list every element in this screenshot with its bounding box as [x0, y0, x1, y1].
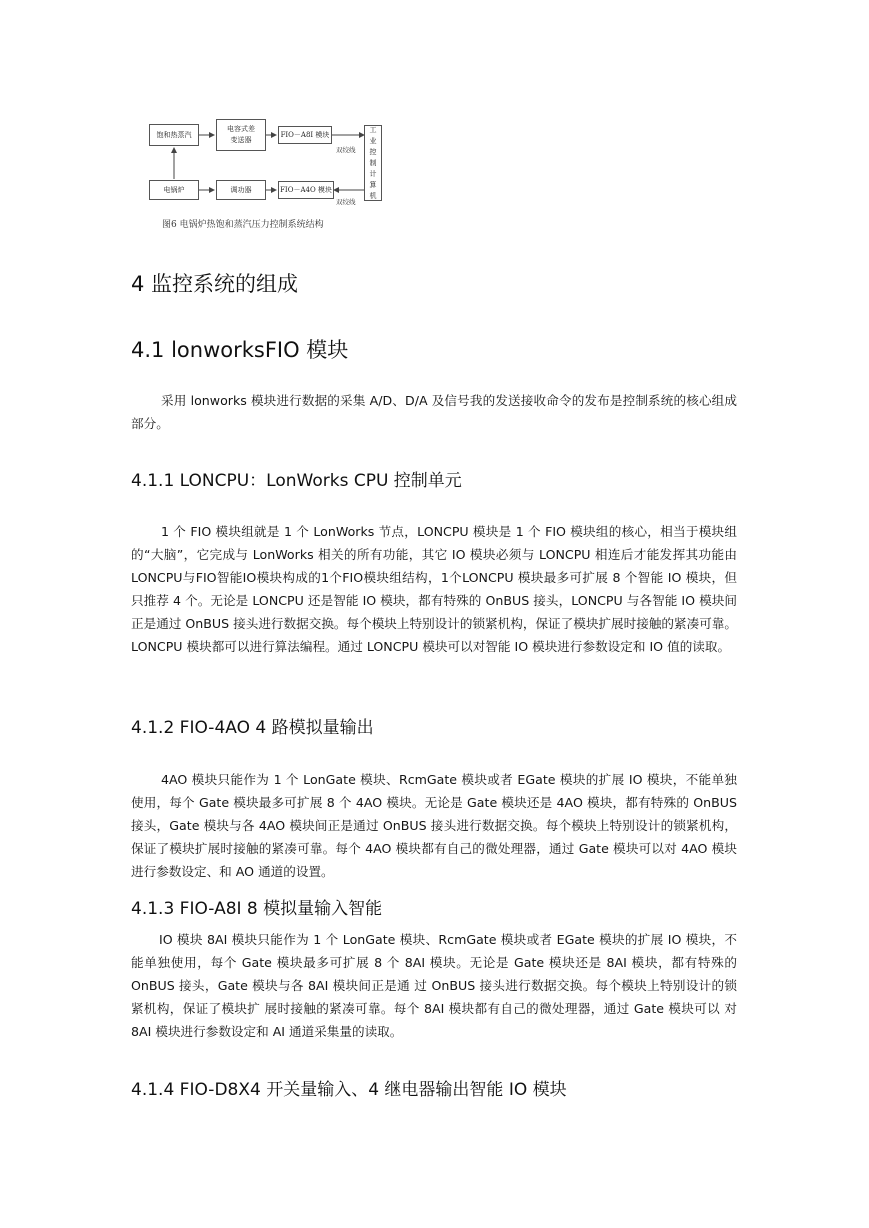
- paragraph-4-1-3: IO 模块 8AI 模块只能作为 1 个 LonGate 模块、RcmGate 模块或者 EGate 模块的扩展 IO 模块，不能单独使用，每个 Gate 模块最多可扩展 8 个 8AI 模块。无论是 Gate 模块还是 8AI 模块，都有特殊的 OnBUS 接头，Gate 模块与各 8AI 模块间正是通 过 OnBUS 接头进行数据交换。每个模块上特别设计的锁紧机构，保证了模块扩 展时接触的紧凑可靠。每个 8AI 模块都有自己的微处理器，通过 Gate 模块可以 对 8AI 模块进行参数设定和 AI 通道采集量的读取。: [131, 932, 737, 1039]
- figure-6-diagram: [140, 115, 400, 235]
- paragraph-4-1-1: 1 个 FIO 模块组就是 1 个 LonWorks 节点，LONCPU 模块是 1 个 FIO 模块组的核心，相当于模块组的“大脑”，它完成与 LonWorks 相关的所有功能，其它 IO 模块必须与 LONCPU 相连后才能发挥其功能由LONCPU与FIO智能IO模块构成的1个FIO模块组结构，1个LONCPU 模块最多可扩展 8 个智能 IO 模块，但只推荐 4 个。无论是 LONCPU 还是智能 IO 模块，都有特殊的 OnBUS 接头，LONCPU 与各智能 IO 模块间正是通过 OnBUS 接头进行数据交换。每个模块上特别设计的锁紧机构，保证了模块扩展时接触的紧凑可靠。LONCPU 模块都可以进行算法编程。通过 LONCPU 模块可以对智能 IO 模块进行参数设定和 IO 值的读取。: [131, 524, 737, 654]
- figure-caption: 图6 电锅炉热饱和蒸汽压力控制系统结构: [162, 220, 324, 230]
- heading-4-1-2: 4.1.2 FIO-4AO 4 路模拟量输出: [131, 718, 374, 738]
- label-twisted-pair-bottom: 双绞线: [336, 198, 356, 206]
- heading-4: 4 监控系统的组成: [131, 272, 299, 296]
- heading-4-1: 4.1 lonworksFIO 模块: [131, 338, 349, 362]
- box-fio-a8i: [278, 126, 332, 144]
- box-power-regulator: [216, 180, 266, 200]
- box-electric-boiler: [149, 180, 199, 200]
- computer-char-5: 算: [369, 180, 377, 189]
- box-transmitter: [216, 119, 266, 151]
- computer-char-2: 控: [369, 147, 377, 156]
- box-fio-a8i-label: FIO－A8I 模块: [280, 130, 330, 139]
- label-twisted-pair-top: 双绞线: [336, 146, 356, 154]
- box-saturated-steam-label: 饱和热蒸汽: [156, 130, 192, 139]
- computer-char-4: 计: [369, 169, 377, 178]
- box-fio-a4o: [278, 181, 334, 199]
- heading-4-1-1: 4.1.1 LONCPU：LonWorks CPU 控制单元: [131, 471, 462, 491]
- computer-char-0: 工: [369, 125, 377, 134]
- box-fio-a4o-label: FIO－A4O 模块: [280, 185, 332, 194]
- box-power-regulator-label: 调功器: [230, 185, 252, 194]
- box-transmitter-line1: 电容式差: [227, 125, 255, 133]
- box-industrial-computer: [364, 125, 382, 201]
- heading-4-1-4: 4.1.4 FIO-D8X4 开关量输入、4 继电器输出智能 IO 模块: [131, 1080, 567, 1100]
- computer-char-6: 机: [369, 191, 377, 200]
- box-transmitter-line2: 变送器: [230, 136, 252, 144]
- box-saturated-steam: [149, 124, 199, 146]
- computer-char-3: 制: [369, 158, 377, 167]
- paragraph-4-1-2: 4AO 模块只能作为 1 个 LonGate 模块、RcmGate 模块或者 EGate 模块的扩展 IO 模块，不能单独使用，每个 Gate 模块最多可扩展 8 个 4AO 模块。无论是 Gate 模块还是 4AO 模块，都有特殊的 OnBUS 接头，Gate 模块与各 4AO 模块间正是通过 OnBUS 接头进行数据交换。每个模块上特别设计的锁紧机构，保证了模块扩展时接触的紧凑可靠。每个 4AO 模块都有自己的微处理器，通过 Gate 模块可以对 4AO 模块进行参数设定、和 AO 通道的设置。: [131, 772, 737, 879]
- computer-char-1: 业: [369, 136, 377, 145]
- paragraph-intro: 采用 lonworks 模块进行数据的采集 A/D、D/A 及信号我的发送接收命令的发布是控制系统的核心组成部分。: [131, 393, 737, 431]
- heading-4-1-3: 4.1.3 FIO-A8I 8 模拟量输入智能: [131, 899, 383, 919]
- box-electric-boiler-label: 电锅炉: [163, 185, 185, 194]
